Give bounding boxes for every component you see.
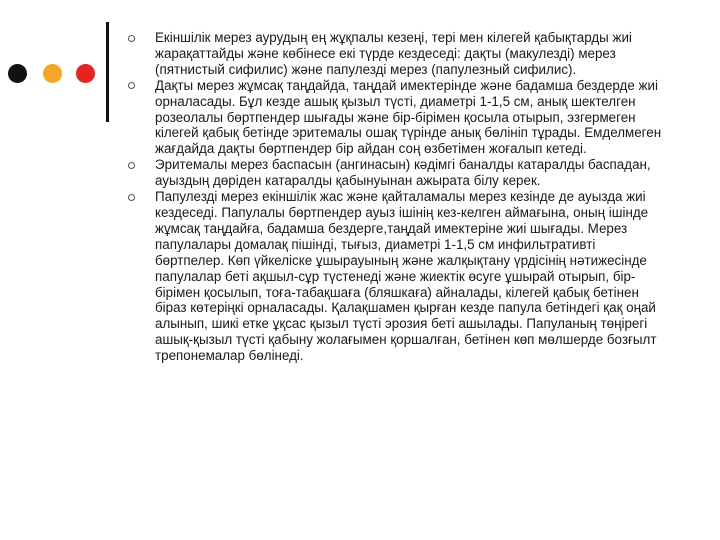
bullet-text: Дақты мерез жұмсақ таңдайда, таңдай имектерінде және бадамша бездерде жиі орналасады. Бұл кезде ашық қызыл түсті, диаметрі 1-1,5 см, анық шектелген розеолалы бөртпендер шығады және бір-бірімен қосыла отырып, эзгермеген кілегей қабық бетінде эритемалы ошақ түрінде анық бөлініп тұрады. Емделмеген жағдайда дақты бөртпендер бір айдан соң өзбетімен жоғалып кетеді. xyxy=(155,77,662,157)
bullet-item xyxy=(128,189,668,364)
bullet-text: Папулезді мерез екіншілік жас және қайталамалы мерез кезінде де ауызда жиі кездеседі. Папулалы бөртпендер ауыз ішінің кез-келген аймағына, оның ішінде жұмсақ таңдайға, бадамша бездерге,таңдай имектеріне жиі шығады. Мерез папулалары домалақ пішінді, тығыз, диаметрі 1-1,5 см инфильтративті бөртпелер. Көп үйкеліске ұшырауының және жалқықтану үрдісінің нәтижесінде папулалар беті ақшыл-сұр түстенеді және жиектік өсуге ұшырай отырып, бір-бірімен қосылып, тоға-табақшаға (бляшкаға) айналады, кілегей қабық бетінен біраз көтеріңкі орналасады. Қалақшамен қырған кезде папула бетіндегі қақ оңай алынып, шикі етке ұқсас қызыл түсті эрозия беті ашылады. Папуланың төңірегі ашық-қызыл түсті қабыну жолағымен қоршалған, бетінен көп мөлшерде бозғылт трепонемалар бөлінеді. xyxy=(155,189,657,364)
red-dot xyxy=(76,64,95,83)
bullet-icon xyxy=(128,194,135,201)
bullet-text: Эритемалы мерез баспасын (ангинасын) кәдімгі баналды катаралды баспадан, ауыздың дөріден катаралды қабынуынан ажырата білу керек. xyxy=(155,157,651,189)
bullet-list xyxy=(128,30,668,364)
bullet-icon xyxy=(128,162,135,169)
bullet-item xyxy=(128,30,668,78)
black-dot xyxy=(8,64,27,83)
bullet-item xyxy=(128,157,668,189)
vertical-divider xyxy=(106,22,109,122)
bullet-item xyxy=(128,78,668,158)
bullet-text: Екіншілік мерез аурудың ең жұқпалы кезеңі, тері мен кілегей қабықтарды жиі жарақаттайды және көбінесе екі түрде кездеседі: дақты (макулезді) мерез (пятнистый сифилис) және папулезді мерез (папулезный сифилис). xyxy=(155,30,632,77)
decorative-dots xyxy=(8,64,98,86)
bullet-icon xyxy=(128,82,135,89)
orange-dot xyxy=(43,64,62,83)
bullet-icon xyxy=(128,35,135,42)
